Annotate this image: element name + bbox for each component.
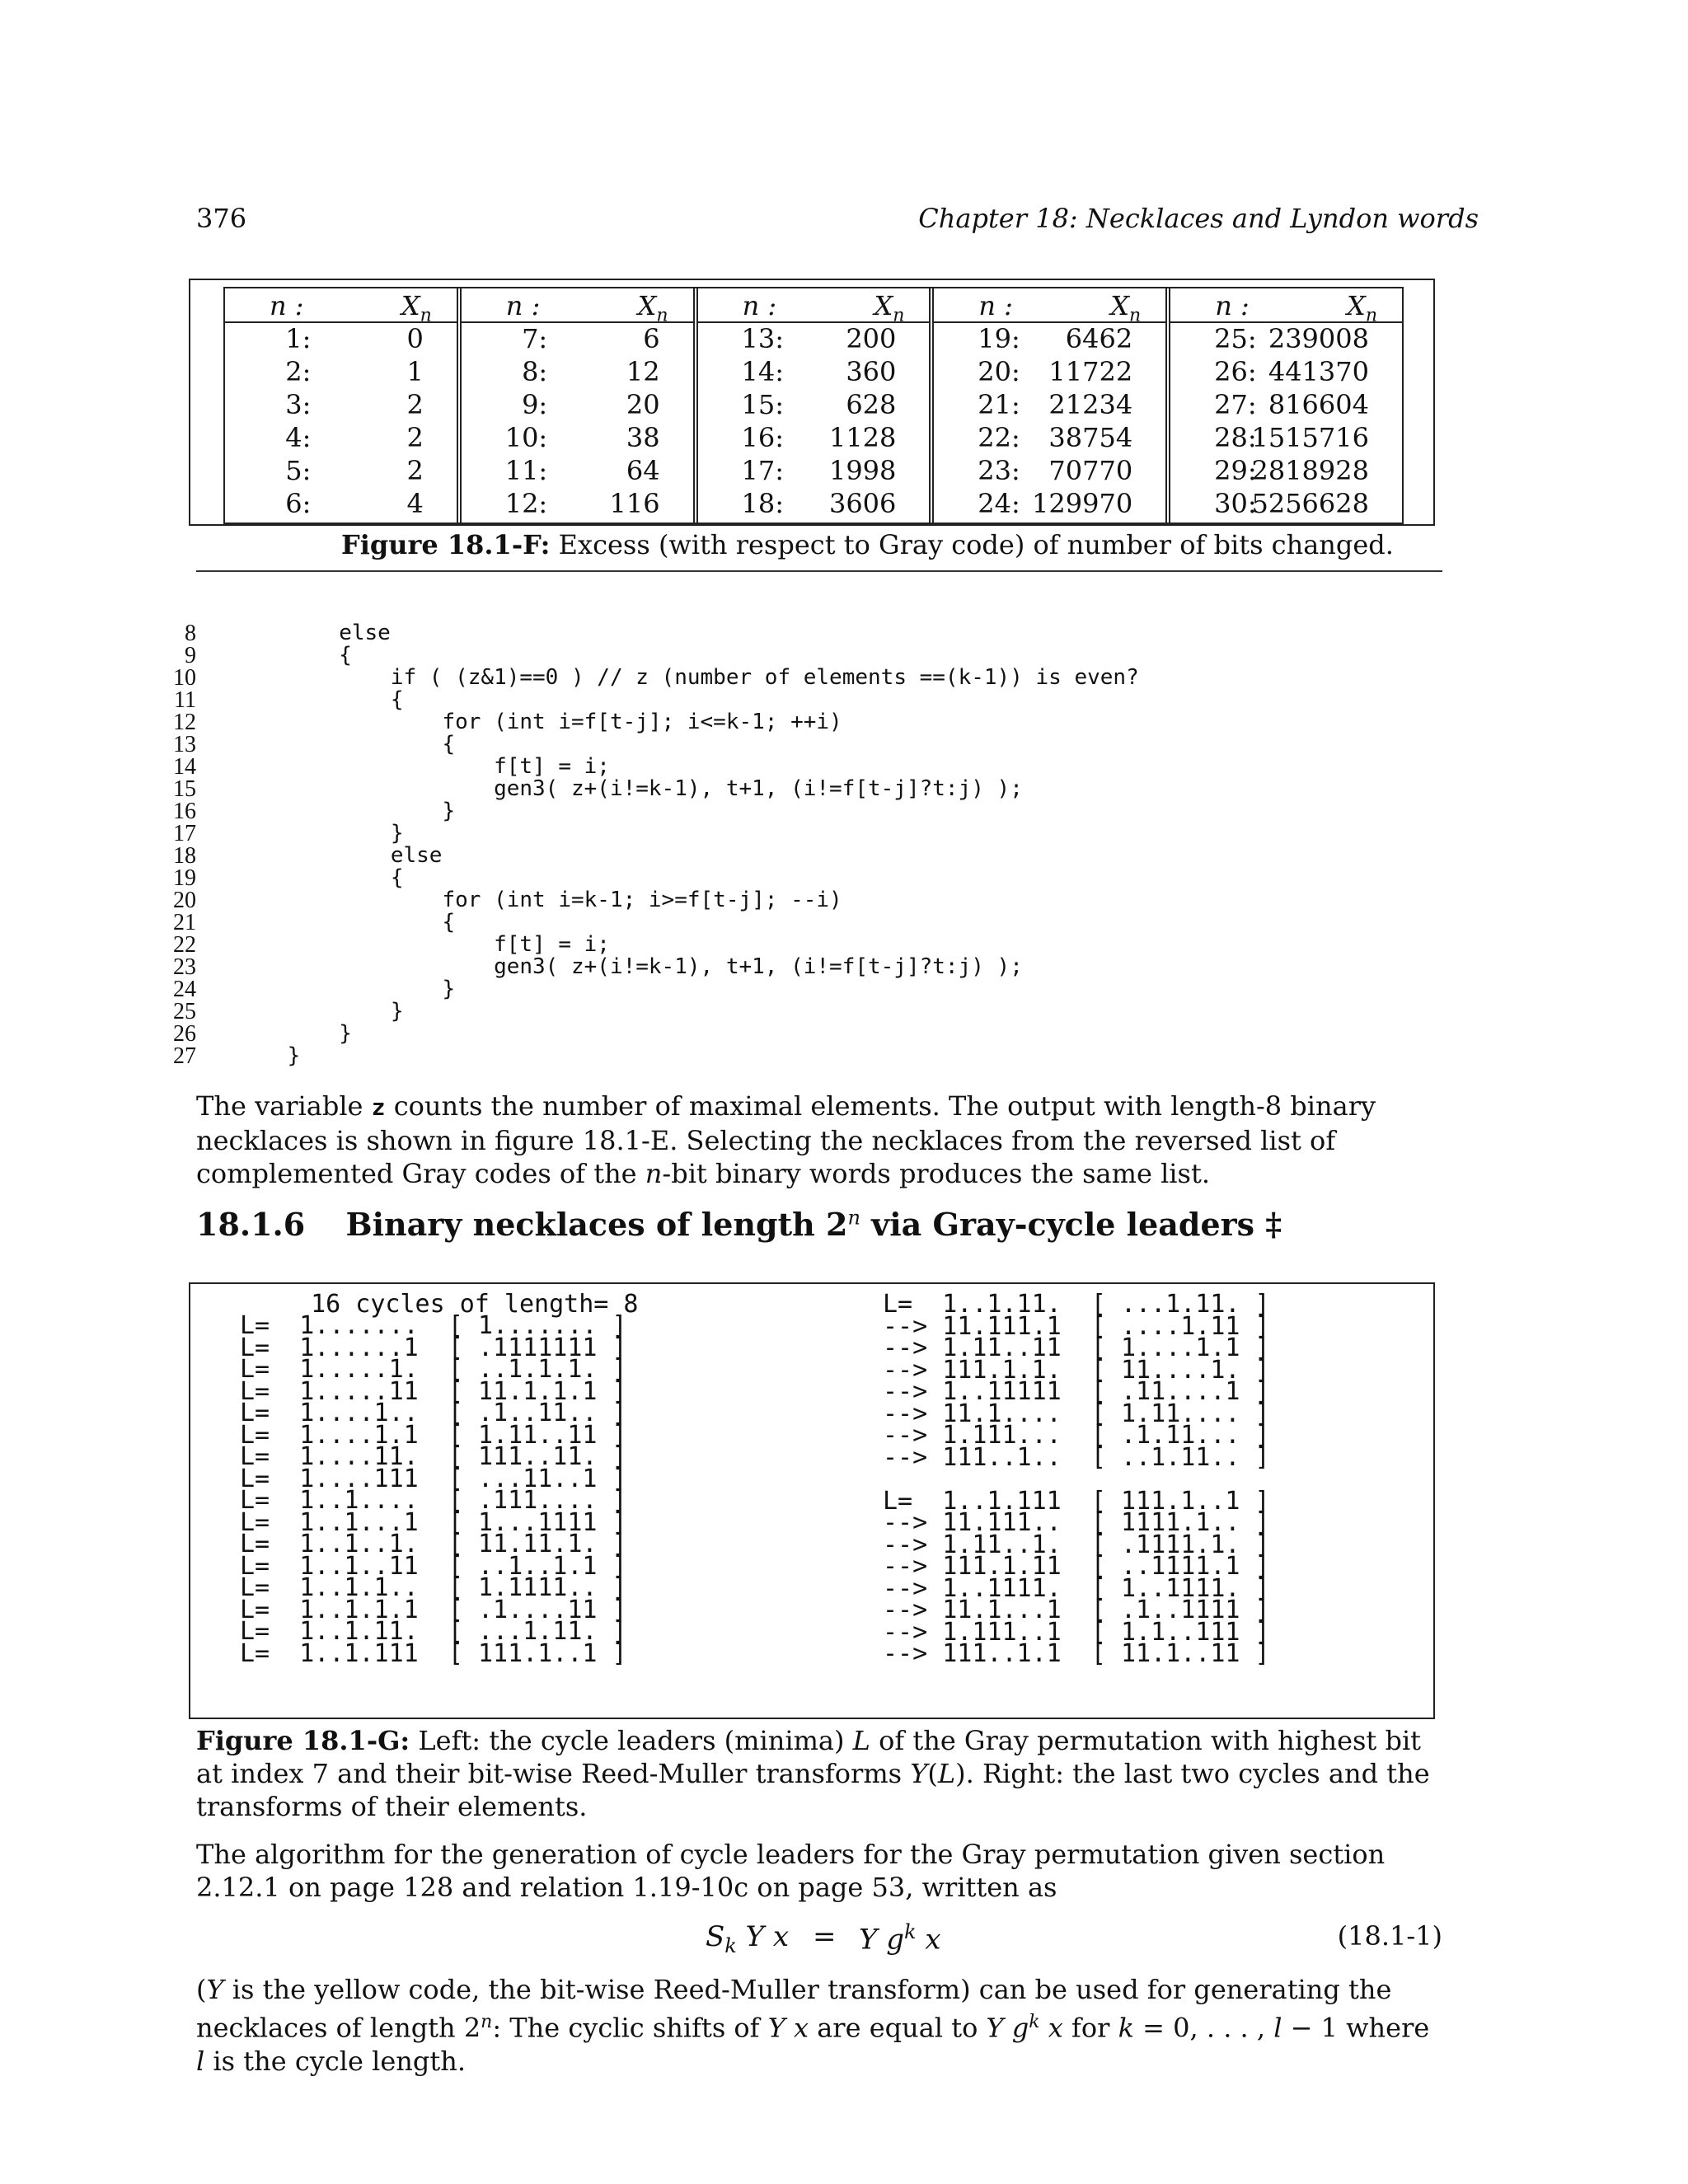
table-f-column <box>225 288 457 523</box>
figure-g-left-header: 16 cycles of length= 8 <box>281 1290 639 1319</box>
code-line: if ( (z&1)==0 ) // z (number of elements ==(k-1)) is even? <box>236 665 1139 690</box>
section-title-b: via Gray-cycle leaders ‡ <box>860 1206 1282 1243</box>
running-head: Chapter 18: Necklaces and Lyndon words <box>918 203 1479 234</box>
table-f-row <box>934 422 1165 455</box>
code-line-number: 17 <box>173 821 196 846</box>
figure-g-right-row: --> 111..1.. [ ..1.11.. ] <box>883 1442 1270 1472</box>
figure-f-table-frame <box>189 279 1435 526</box>
table-f-n: 17: <box>741 455 784 486</box>
table-f-n: 19: <box>978 323 1020 354</box>
table-f-row <box>698 488 930 521</box>
table-f-row <box>225 455 457 488</box>
table-f-header <box>698 288 930 326</box>
table-f-xn: 5256628 <box>1251 488 1369 519</box>
table-f-xn: 2 <box>406 422 424 453</box>
paragraph-variable-z <box>196 1090 1442 1190</box>
table-f-xn: 1128 <box>828 422 897 453</box>
figure-g-left-row: L= 1..1...1 [ 1...1111 ] <box>240 1507 627 1537</box>
p3-e: for <box>1062 2012 1118 2044</box>
table-f-header-x-main: X <box>637 290 657 321</box>
code-line-number: 18 <box>173 843 196 869</box>
section-title-a: Binary necklaces of length 2 <box>345 1206 848 1243</box>
figure-g-caption-label: Figure 18.1-G: <box>196 1725 410 1756</box>
para1-text-b: counts the number of maximal elements. The output with length-8 binary necklaces is shown in figure 18.1-E. Selecting the necklaces from the reversed list of complemented Gray codes of the <box>196 1090 1376 1189</box>
table-f-n: 21: <box>978 389 1020 420</box>
table-f-xn: 12 <box>626 356 660 387</box>
table-f-xn: 239008 <box>1268 323 1369 354</box>
code-line-number: 21 <box>173 910 196 935</box>
figure-g-right-row: --> 1.11..11 [ 1....1.1 ] <box>883 1333 1270 1362</box>
table-f-n: 20: <box>978 356 1020 387</box>
code-line-number: 22 <box>173 932 196 958</box>
table-f-xn: 816604 <box>1268 389 1369 420</box>
figure-g-left-row: L= 1..1.... [ .111.... ] <box>240 1486 627 1515</box>
code-line-number: 13 <box>173 732 196 757</box>
table-f-row <box>225 356 457 389</box>
figure-g-left-row: L= 1..1.11. [ ...1.11. ] <box>240 1617 627 1646</box>
code-line-number: 20 <box>173 888 196 913</box>
p3-Ygk-b: x <box>1039 2012 1063 2044</box>
table-f-n: 2: <box>285 356 312 387</box>
table-f-header <box>225 288 457 326</box>
table-f-xn: 0 <box>406 323 424 354</box>
p3-l2: l <box>196 2045 205 2077</box>
table-f-row <box>698 356 930 389</box>
p3-sup-n: n <box>481 2012 493 2032</box>
table-f-row <box>698 389 930 422</box>
figure-g-caption-b: of the Gray permutation with highest bit at index 7 and their bit-wise Reed-Muller transforms <box>196 1725 1422 1789</box>
code-line: f[t] = i; <box>236 932 610 957</box>
table-f-n: 30: <box>1214 488 1257 519</box>
table-f-xn: 1515716 <box>1251 422 1369 453</box>
p3-l: l <box>1273 2012 1282 2044</box>
code-line-numbers <box>163 622 196 1067</box>
eq-rhs-a: Y g <box>859 1923 905 1957</box>
table-f-row <box>225 422 457 455</box>
code-line: { <box>236 732 456 757</box>
para1-text-a: The variable <box>196 1090 372 1122</box>
table-f-column <box>929 288 1165 523</box>
table-f-n: 24: <box>978 488 1020 519</box>
code-line: else <box>236 621 391 645</box>
table-f-n: 26: <box>1214 356 1257 387</box>
figure-g-right-row: --> 1.111..1 [ 1.1..111 ] <box>883 1617 1270 1647</box>
table-f-n: 16: <box>741 422 784 453</box>
table-f-xn: 2818928 <box>1251 455 1369 486</box>
table-f-xn: 38754 <box>1048 422 1133 453</box>
figure-f-table <box>223 287 1404 524</box>
table-f-row <box>934 356 1165 389</box>
table-f-xn: 4 <box>406 488 424 519</box>
para1-var-z: z <box>371 1094 386 1121</box>
figure-g-left-row: L= 1....111 [ ...11..1 ] <box>240 1464 627 1493</box>
code-line-number: 27 <box>173 1043 196 1069</box>
table-f-xn: 64 <box>626 455 660 486</box>
figure-g-caption-Y: Y <box>910 1758 928 1789</box>
table-f-n: 4: <box>285 422 312 453</box>
code-line: } <box>236 999 404 1024</box>
table-f-n: 14: <box>741 356 784 387</box>
table-f-xn: 441370 <box>1268 356 1369 387</box>
section-title-sup: n <box>847 1206 860 1230</box>
code-line-number: 14 <box>173 754 196 780</box>
eq-lhs-s: S <box>706 1920 725 1953</box>
table-f-header-x-sub: n <box>1365 305 1377 326</box>
table-f-xn: 628 <box>846 389 897 420</box>
paragraph-yellow-code <box>196 1973 1442 2078</box>
p3-c: : The cyclic shifts of <box>492 2012 768 2044</box>
table-f-row <box>934 389 1165 422</box>
figure-g-left-row: L= 1.....1. [ ..1.1.1. ] <box>240 1355 627 1384</box>
table-f-row <box>462 323 693 356</box>
figure-g-caption-d: ). Right: the last two cycles and the transforms of their elements. <box>196 1758 1430 1822</box>
figure-g-right-row: L= 1..1.111 [ 111.1..1 ] <box>883 1486 1270 1516</box>
table-f-row <box>462 488 693 521</box>
table-f-column <box>457 288 693 523</box>
code-line: } <box>236 821 404 846</box>
p3-d: are equal to <box>809 2012 987 2044</box>
table-f-n: 10: <box>504 422 548 453</box>
table-f-xn: 129970 <box>1032 488 1133 519</box>
figure-g-caption <box>196 1724 1442 1823</box>
equation-number: (18.1-1) <box>1337 1920 1442 1952</box>
code-line: } <box>236 977 456 1001</box>
figure-g-right-row: --> 1..11111 [ .11....1 ] <box>883 1377 1270 1406</box>
figure-g-right-row: --> 11.111.1 [ ....1.11 ] <box>883 1311 1270 1341</box>
table-f-xn: 116 <box>609 488 660 519</box>
code-line-number: 19 <box>173 865 196 891</box>
figure-g-left-row: L= 1....1.. [ .1..11.. ] <box>240 1399 627 1427</box>
table-f-column <box>693 288 930 523</box>
table-f-row <box>1170 323 1402 356</box>
table-f-n: 22: <box>978 422 1020 453</box>
table-f-row <box>934 488 1165 521</box>
p3-Y: Y <box>206 1974 224 2005</box>
table-f-xn: 2 <box>406 455 424 486</box>
table-f-row <box>934 455 1165 488</box>
table-f-xn: 360 <box>846 356 897 387</box>
table-f-row <box>462 356 693 389</box>
table-f-n: 25: <box>1214 323 1257 354</box>
figure-g-caption-c: ( <box>927 1758 938 1789</box>
figure-g-left-row: L= 1....... [ 1....... ] <box>240 1311 627 1340</box>
p3-f: = 0, . . . , <box>1133 2012 1274 2044</box>
p3-a: ( <box>196 1974 207 2005</box>
table-f-xn: 200 <box>846 323 897 354</box>
table-f-header <box>462 288 693 326</box>
code-line-number: 11 <box>174 687 196 713</box>
figure-g-caption-L2: L <box>937 1758 956 1789</box>
table-f-row <box>934 323 1165 356</box>
section-number: 18.1.6 <box>196 1206 306 1243</box>
code-line: } <box>236 799 456 823</box>
table-f-row <box>698 455 930 488</box>
code-line: { <box>236 687 404 712</box>
code-line-number: 24 <box>173 977 196 1002</box>
figure-g-right-row: --> 11.1.... [ 1.11.... ] <box>883 1399 1270 1428</box>
code-line-number: 15 <box>173 776 196 802</box>
eq-lhs-rest: Y x <box>736 1920 790 1953</box>
figure-g-left-row: L= 1......1 [ .1111111 ] <box>240 1333 627 1362</box>
figure-g-left-row: L= 1..1.1.1 [ .1....11 ] <box>240 1595 627 1624</box>
table-f-header-x-main: X <box>1347 290 1366 321</box>
code-line: { <box>236 643 352 668</box>
table-f-n: 8: <box>522 356 548 387</box>
code-line-number: 8 <box>185 621 196 646</box>
p3-Ygk-sup: k <box>1029 2012 1040 2032</box>
table-f-header-n: n : <box>270 290 304 321</box>
figure-f-caption <box>341 529 1394 560</box>
table-f-n: 27: <box>1214 389 1257 420</box>
table-f-n: 6: <box>285 488 312 519</box>
code-line-number: 9 <box>185 643 196 668</box>
table-f-row <box>1170 488 1402 521</box>
code-line: f[t] = i; <box>236 754 610 779</box>
table-f-xn: 70770 <box>1048 455 1133 486</box>
table-f-n: 5: <box>285 455 312 486</box>
table-f-column <box>1165 288 1402 523</box>
figure-g-left-row: L= 1..1.111 [ 111.1..1 ] <box>240 1638 627 1668</box>
figure-g-right-row: --> 11.111.. [ 1111.1.. ] <box>883 1508 1270 1537</box>
table-f-xn: 21234 <box>1048 389 1133 420</box>
table-f-header-x-sub: n <box>420 305 432 326</box>
p3-Ygk-a: Y g <box>986 2012 1029 2044</box>
table-f-header-n: n : <box>505 290 541 321</box>
page-number: 376 <box>196 203 247 234</box>
table-f-row <box>462 389 693 422</box>
table-f-n: 28: <box>1214 422 1257 453</box>
eq-rhs-rest: x <box>916 1923 941 1957</box>
code-line: else <box>236 843 443 868</box>
code-line-number: 10 <box>173 665 196 691</box>
equation-equals: = <box>813 1920 837 1953</box>
table-f-row <box>1170 422 1402 455</box>
table-f-header-x-main: X <box>874 290 893 321</box>
table-f-header <box>934 288 1165 326</box>
table-f-n: 1: <box>285 323 312 354</box>
table-f-header <box>1170 288 1402 326</box>
table-f-header-x-sub: n <box>893 305 905 326</box>
equation-lhs <box>706 1920 789 1957</box>
para1-n: n <box>645 1158 663 1189</box>
table-f-header-n: n : <box>1215 290 1250 321</box>
table-f-xn: 1 <box>406 356 424 387</box>
table-f-row <box>225 488 457 521</box>
code-line-number: 23 <box>173 954 196 980</box>
figure-g-right-row: --> 1..1111. [ 1..1111. ] <box>883 1573 1270 1603</box>
table-f-row <box>462 455 693 488</box>
table-f-header-x <box>401 290 432 326</box>
table-f-row <box>1170 389 1402 422</box>
table-f-row <box>1170 455 1402 488</box>
code-line-number: 12 <box>173 710 196 735</box>
figure-g-left-column <box>240 1311 627 1668</box>
figure-g-right-column <box>883 1290 1270 1668</box>
p3-Yx: Y x <box>767 2012 809 2044</box>
figure-g-left-row: L= 1..1..1. [ 11.11.1. ] <box>240 1530 627 1558</box>
table-f-n: 3: <box>285 389 312 420</box>
figure-g-left-row: L= 1..1..11 [ ..1..1.1 ] <box>240 1551 627 1581</box>
table-f-n: 23: <box>978 455 1020 486</box>
figure-g-caption-a: Left: the cycle leaders (minima) <box>410 1725 853 1756</box>
table-f-xn: 1998 <box>828 455 897 486</box>
code-line: for (int i=f[t-j]; i<=k-1; ++i) <box>236 710 842 734</box>
table-f-xn: 6 <box>643 323 660 354</box>
code-line-number: 16 <box>173 799 196 824</box>
figure-g-frame <box>189 1282 1435 1719</box>
figure-g-right-row: --> 111..1.1 [ 11.1..11 ] <box>883 1639 1270 1668</box>
table-f-header-x-main: X <box>1110 290 1130 321</box>
table-f-xn: 38 <box>626 422 660 453</box>
table-f-header-x-sub: n <box>1129 305 1142 326</box>
code-line: } <box>236 1043 301 1068</box>
figure-f-caption-label: Figure 18.1-F: <box>341 529 551 560</box>
table-f-xn: 6462 <box>1065 323 1133 354</box>
figure-divider-rule <box>196 570 1442 572</box>
code-line: for (int i=k-1; i>=f[t-j]; --i) <box>236 888 842 912</box>
table-f-header-n: n : <box>978 290 1013 321</box>
p3-h: is the cycle length. <box>204 2045 466 2077</box>
table-f-n: 15: <box>741 389 784 420</box>
table-f-header-x-sub: n <box>656 305 668 326</box>
section-heading <box>196 1206 1282 1243</box>
paragraph-algorithm: The algorithm for the generation of cycle leaders for the Gray permutation given section 2.12.1 on page 128 and relation 1.19-10c on page 53, written as <box>196 1839 1386 1903</box>
eq-lhs-sub: k <box>724 1933 737 1957</box>
p3-b: is the yellow code, the bit-wise Reed-Muller transform) can be used for generating the necklaces of length 2 <box>196 1974 1392 2044</box>
figure-g-right-row: --> 111.1.1. [ 11....1. ] <box>883 1355 1270 1385</box>
table-f-header-x <box>874 290 904 326</box>
figure-g-right-row: --> 11.1...1 [ .1..1111 ] <box>883 1596 1270 1624</box>
table-f-row <box>225 323 457 356</box>
table-f-header-x <box>638 290 668 326</box>
code-line: { <box>236 865 404 890</box>
p3-g: − 1 where <box>1282 2012 1430 2044</box>
code-line-number: 26 <box>173 1021 196 1047</box>
table-f-n: 7: <box>522 323 548 354</box>
equation-rhs <box>859 1920 941 1956</box>
table-f-n: 29: <box>1214 455 1257 486</box>
figure-g-left-row: L= 1..1.1.. [ 1.1111.. ] <box>240 1573 627 1602</box>
code-line: gen3( z+(i!=k-1), t+1, (i!=f[t-j]?t:j) ); <box>236 954 1023 979</box>
figure-g-right-row: --> 1.111... [ .1.11... ] <box>883 1421 1270 1450</box>
table-f-header-x <box>1110 290 1141 326</box>
table-f-n: 18: <box>741 488 784 519</box>
figure-g-left-row: L= 1....1.1 [ 1.11..11 ] <box>240 1420 627 1450</box>
table-f-n: 12: <box>504 488 548 519</box>
table-f-n: 9: <box>522 389 548 420</box>
table-f-n: 11: <box>504 455 548 486</box>
table-f-row <box>462 422 693 455</box>
table-f-xn: 3606 <box>828 488 897 519</box>
figure-g-right-row: --> 111.1.11 [ ..1111.1 ] <box>883 1552 1270 1581</box>
para1-text-c: -bit binary words produces the same list. <box>662 1158 1210 1189</box>
figure-f-caption-text: Excess (with respect to Gray code) of number of bits changed. <box>550 529 1394 560</box>
table-f-xn: 11722 <box>1048 356 1133 387</box>
code-line-number: 25 <box>173 999 196 1024</box>
table-f-xn: 20 <box>626 389 660 420</box>
table-f-xn: 2 <box>406 389 424 420</box>
table-f-header-x-main: X <box>401 290 420 321</box>
code-line: { <box>236 910 456 935</box>
table-f-header-x <box>1347 290 1377 326</box>
figure-g-left-row: L= 1....11. [ 111..11. ] <box>240 1442 627 1471</box>
code-line: } <box>236 1021 352 1046</box>
figure-g-right-row: --> 1.11..1. [ .1111.1. ] <box>883 1530 1270 1559</box>
table-f-n: 13: <box>741 323 784 354</box>
table-f-row <box>1170 356 1402 389</box>
table-f-row <box>698 323 930 356</box>
code-listing <box>236 622 1139 1067</box>
table-f-row <box>225 389 457 422</box>
table-f-row <box>698 422 930 455</box>
table-f-header-n: n : <box>742 290 777 321</box>
eq-rhs-sup: k <box>904 1920 917 1943</box>
figure-g-caption-L: L <box>852 1725 870 1756</box>
p3-k: k <box>1118 2012 1134 2044</box>
code-line: gen3( z+(i!=k-1), t+1, (i!=f[t-j]?t:j) ); <box>236 776 1023 801</box>
figure-g-left-row: L= 1.....11 [ 11.1.1.1 ] <box>240 1376 627 1406</box>
figure-g-right-row: L= 1..1.11. [ ...1.11. ] <box>883 1290 1270 1319</box>
section-title <box>345 1206 1282 1243</box>
